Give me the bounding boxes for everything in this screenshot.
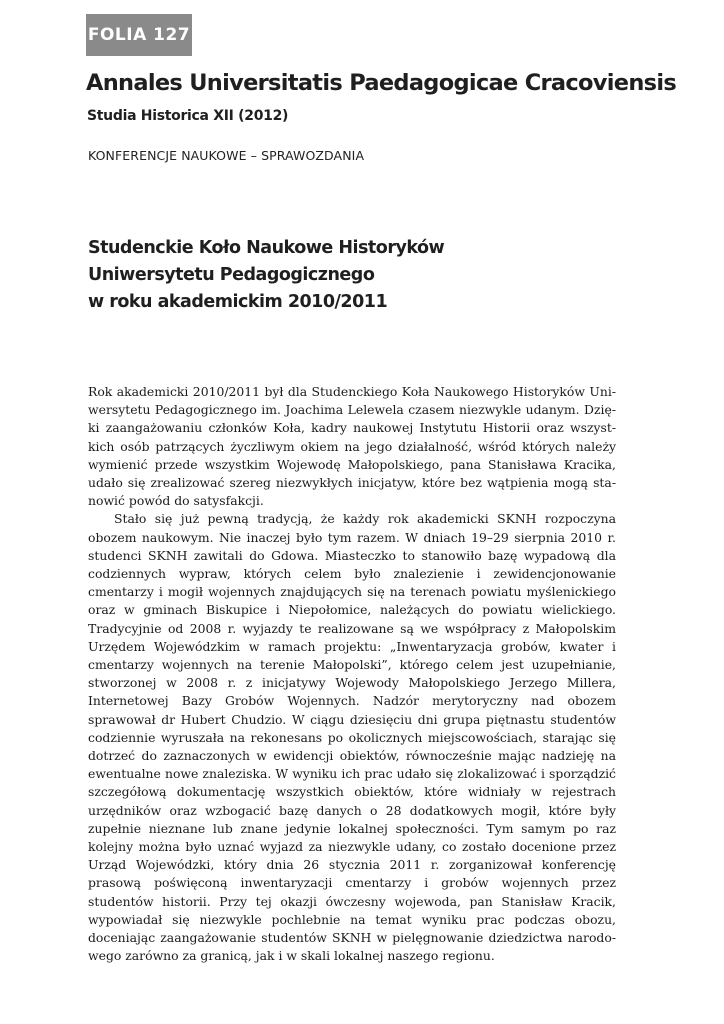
journal-title: Annales Universitatis Paedagogicae Cracoviensis bbox=[86, 70, 677, 96]
article-title-line: Uniwersytetu Pedagogicznego bbox=[88, 265, 375, 285]
journal-subtitle: Studia Historica XII (2012) bbox=[87, 108, 289, 124]
section-label: KONFERENCJE NAUKOWE – SPRAWOZDANIA bbox=[88, 148, 365, 163]
article-title bbox=[88, 235, 444, 316]
article-body bbox=[88, 383, 616, 966]
article-title-line: Studenckie Koło Naukowe Historyków bbox=[88, 238, 445, 258]
article-title-line: w roku akademickim 2010/2011 bbox=[88, 292, 388, 312]
folia-badge: FOLIA 127 bbox=[86, 14, 192, 56]
body-paragraph: Stało się już pewną tradycją, że każdy rok akademicki SKNH rozpoczyna obozem naukowym. Nie inaczej było tym razem. W dniach 19–29 sierpnia 2010 r. studenci SKNH zawitali do Gdowa. Miasteczko to stanowiło bazę wypadową dla codziennych wypraw, których celem było znalezienie i zewidencjonowanie cmentarzy i mogił wojennych znajdujących się na terenach powiatu myślenickiego oraz w gminach Biskupice i Niepołomice, należących do powiatu wielickiego. Tradycyjnie od 2008 r. wyjazdy te realizowane są we współpracy z Małopolskim Urzędem Wojewódzkim w ramach projektu: „Inwentaryzacja grobów, kwater i cmentarzy wojennych na terenie Małopolski”, którego celem jest uzupełnianie, stworzonej w 2008 r. z inicjatywy Wojewody Małopolskiego Jerzego Millera, Internetowej Bazy Grobów Wojennych. Nadzór merytoryczny nad obozem sprawował dr Hubert Chudzio. W ciągu dziesięciu dni grupa piętnastu studentów codziennie wyruszała na rekonesans po okolicznych miejscowościach, starając się dotrzeć do zaznaczonych w ewidencji obiektów, równocześnie mając nadzieję na ewentualne nowe znaleziska. W wyniku ich prac udało się zlokalizować i sporządzić szczegółową dokumentację wszystkich obiektów, które widniały w rejestrach urzędników oraz wzbogacić bazę danych o 28 dodatkowych mogił, które były zupełnie nieznane lub znane jedynie lokalnej społeczności. Tym samym po raz kolejny można było uznać wyjazd za niezwykle udany, co zostało docenione przez Urząd Wojewódzki, który dnia 26 stycznia 2011 r. zorganizował konferencję prasową poświęconą inwentaryzacji cmentarzy i grobów wojennych przez studentów historii. Przy tej okazji ówczesny wojewoda, pan Stanisław Kracik, wypowiadał się niezwykle pochlebnie na temat wyniku prac podczas obozu, doceniając zaangażowanie studentów SKNH w pielęgnowanie dziedzictwa narodowego zarówno za granicą, jak i w skali lokalnej naszego regionu. bbox=[88, 511, 616, 964]
body-paragraph: Rok akademicki 2010/2011 był dla Studenckiego Koła Naukowego Historyków Uniwersytetu Pedagogicznego im. Joachima Lelewela czasem niezwykle udanym. Dzięki zaangażowaniu członków Koła, kadry naukowej Instytutu Historii oraz wszystkich osób patrzących życzliwym okiem na jego działalność, wśród których należy wymienić przede wszystkim Wojewodę Małopolskiego, pana Stanisława Kracika, udało się zrealizować szereg niezwykłych inicjatyw, które bez wątpienia mogą stanowić powód do satysfakcji. bbox=[88, 384, 616, 509]
